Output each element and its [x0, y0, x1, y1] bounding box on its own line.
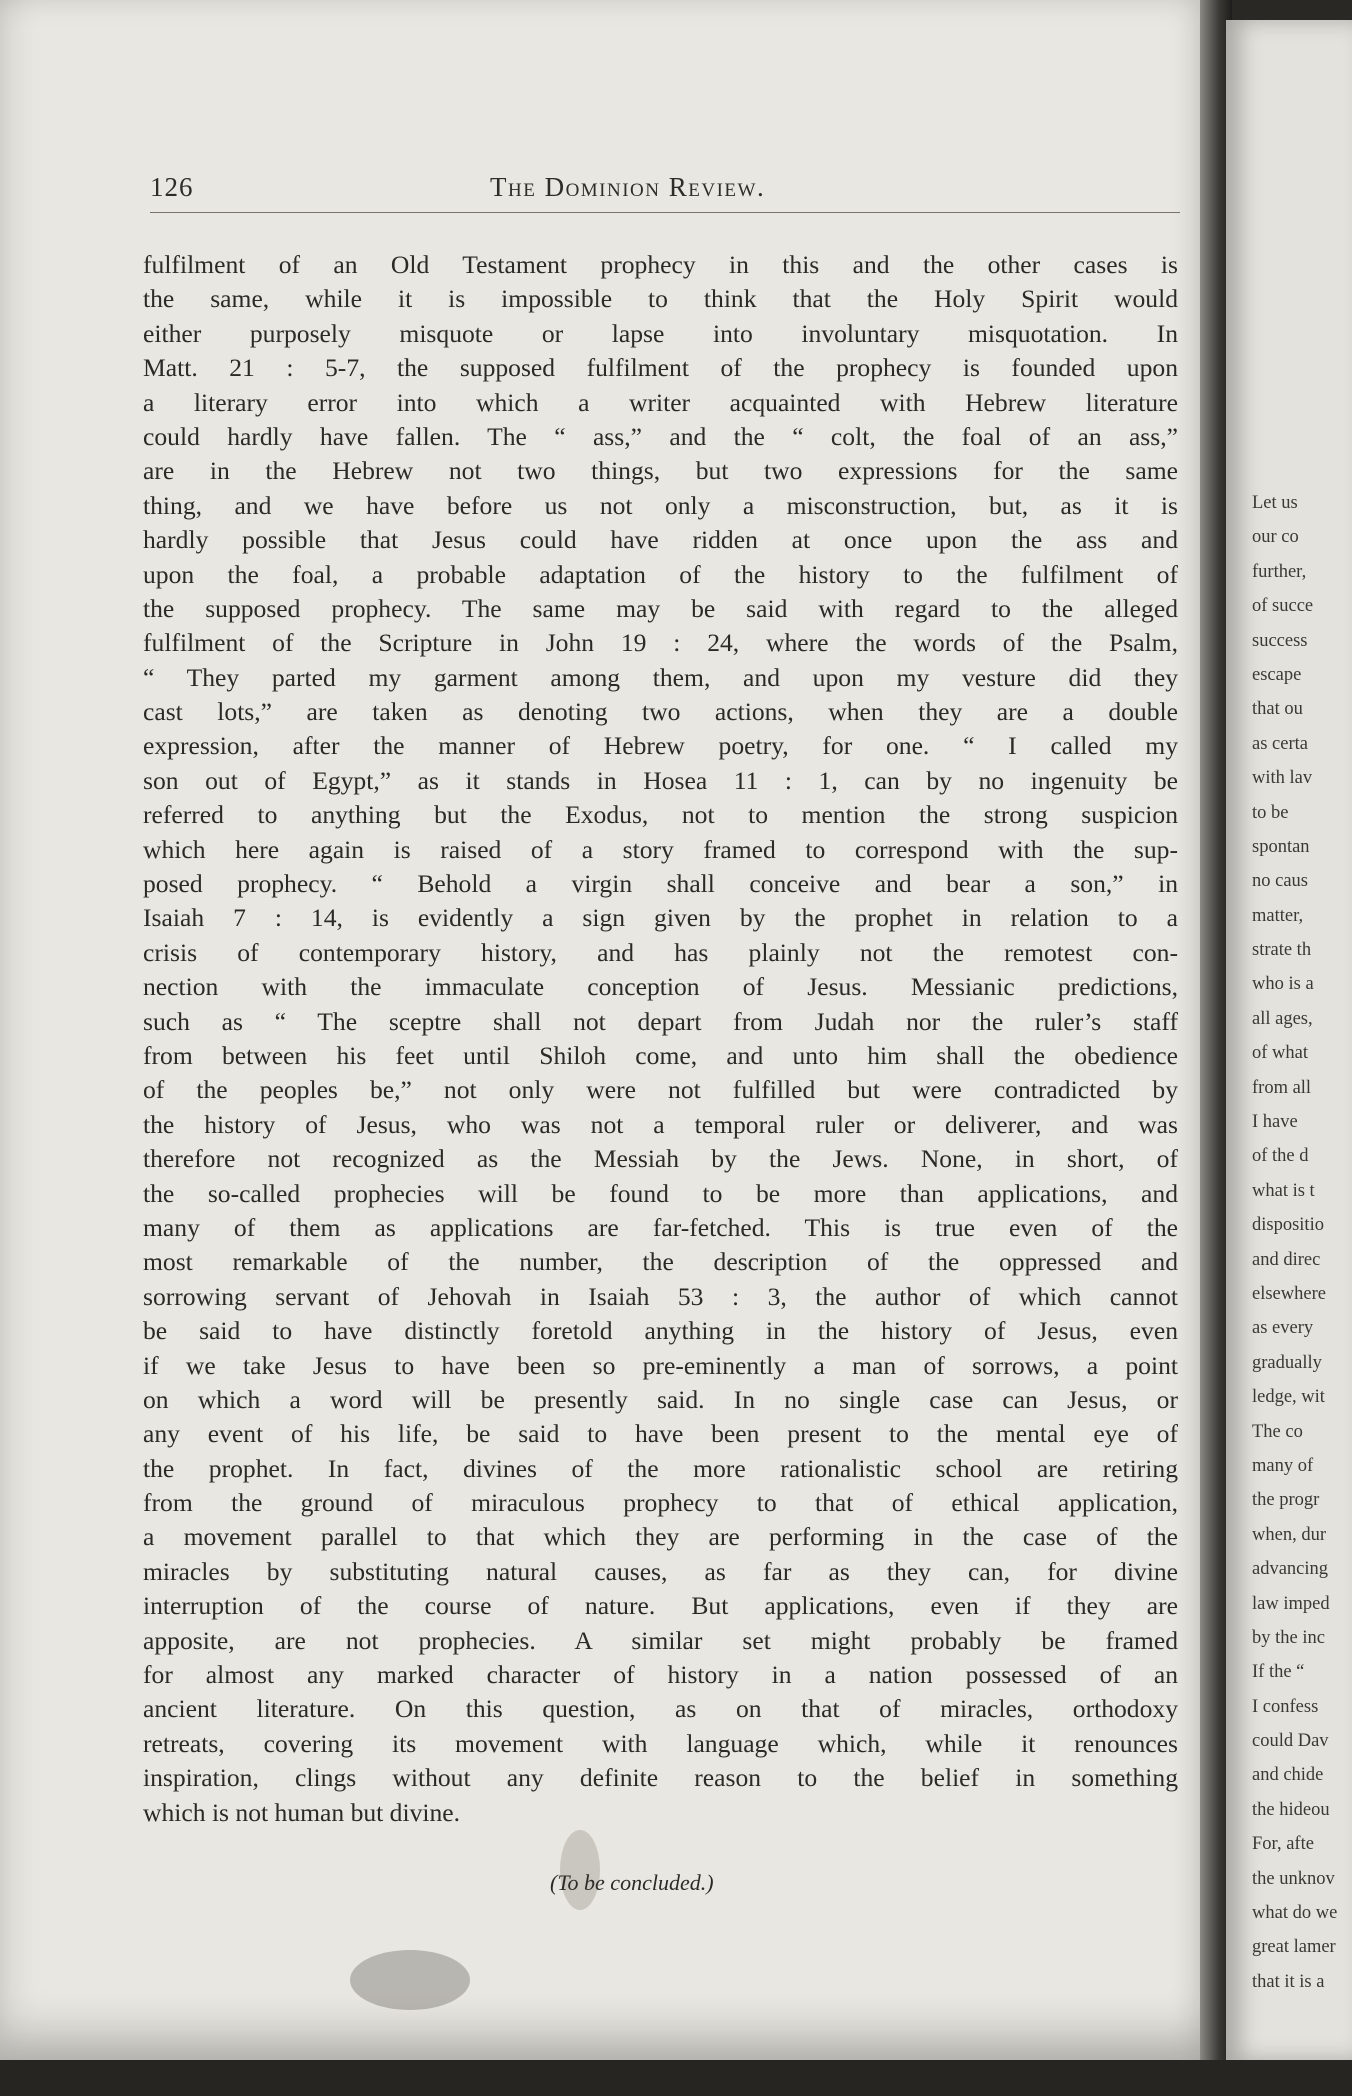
facing-page-line: dispositio [1252, 1215, 1324, 1236]
body-line: any event of his life, be said to have been present to the mental eye of [143, 1419, 1178, 1449]
body-line: the same, while it is impossible to think that the Holy Spirit would [143, 284, 1178, 314]
facing-page-line: with lav [1252, 768, 1313, 789]
facing-page-line: what is t [1252, 1180, 1315, 1201]
body-line: be said to have distinctly foretold anything in the history of Jesus, even [143, 1316, 1178, 1346]
body-line: which here again is raised of a story framed to correspond with the sup- [143, 834, 1178, 864]
facing-page-line: The co [1252, 1421, 1303, 1442]
facing-page-line: Let us [1252, 493, 1298, 513]
body-line: a literary error into which a writer acquainted with Hebrew literature [143, 387, 1178, 417]
body-line: referred to anything but the Exodus, not to mention the strong suspicion [143, 800, 1178, 830]
body-line: which is not human but divine. [143, 1797, 461, 1827]
body-line: are in the Hebrew not two things, but two expressions for the same [143, 456, 1178, 486]
body-line: many of them as applications are far-fetched. This is true even of the [143, 1212, 1178, 1242]
facing-page-line: who is a [1252, 974, 1314, 995]
body-line: Isaiah 7 : 14, is evidently a sign given by the prophet in relation to a [143, 903, 1178, 933]
body-line: on which a word will be presently said. In no single case can Jesus, or [143, 1384, 1178, 1414]
body-line: nection with the immaculate conception of Jesus. Messianic predictions, [143, 972, 1178, 1002]
body-line: retreats, covering its movement with language which, while it renounces [143, 1728, 1178, 1758]
facing-page-line: further, [1252, 561, 1307, 582]
facing-page-line: of succe [1252, 596, 1314, 617]
facing-page-line: by the inc [1252, 1627, 1325, 1648]
facing-page-line: success [1252, 630, 1308, 651]
body-line: cast lots,” are taken as denoting two actions, when they are a double [143, 697, 1178, 727]
facing-page-line: the hideou [1252, 1799, 1330, 1820]
header-rule [150, 212, 1180, 213]
facing-page-line: of what [1252, 1043, 1308, 1064]
facing-page-line: law imped [1252, 1593, 1330, 1614]
body-line: expression, after the manner of Hebrew poetry, for one. “ I called my [143, 731, 1178, 761]
facing-page-line: gradually [1252, 1352, 1322, 1373]
body-line: son out of Egypt,” as it stands in Hosea 11 : 1, can by no ingenuity be [143, 765, 1178, 795]
body-line: fulfilment of the Scripture in John 19 : 24, where the words of the Psalm, [143, 628, 1178, 658]
body-line: such as “ The sceptre shall not depart from Judah nor the ruler’s staff [143, 1006, 1178, 1036]
body-line: most remarkable of the number, the description of the oppressed and [143, 1247, 1178, 1277]
body-line: the supposed prophecy. The same may be said with regard to the alleged [143, 593, 1178, 623]
facing-page-text [1252, 486, 1352, 1999]
body-line: the history of Jesus, who was not a temporal ruler or deliverer, and was [143, 1109, 1178, 1139]
facing-page-line: For, afte [1252, 1834, 1314, 1855]
facing-page-line: from all [1252, 1077, 1312, 1098]
body-text [143, 248, 1178, 1830]
facing-page-line: no caus [1252, 871, 1308, 892]
facing-page-line: to be [1252, 802, 1289, 823]
paper-stain [560, 1830, 600, 1910]
facing-page-line: and chide [1252, 1765, 1324, 1786]
facing-page-line: elsewhere [1252, 1283, 1326, 1304]
body-line: of the peoples be,” not only were not fulfilled but were contradicted by [143, 1075, 1178, 1105]
page-number: 126 [150, 172, 194, 202]
body-line: if we take Jesus to have been so pre-eminently a man of sorrows, a point [143, 1350, 1178, 1380]
facing-page-line: when, dur [1252, 1524, 1326, 1545]
body-line: for almost any marked character of history in a nation possessed of an [143, 1660, 1178, 1690]
facing-page-line: our co [1252, 527, 1299, 548]
facing-page-line: of the d [1252, 1146, 1309, 1167]
facing-page-line: all ages, [1252, 1008, 1313, 1029]
body-line: apposite, are not prophecies. A similar set might probably be framed [143, 1625, 1178, 1655]
facing-page-line: I have [1252, 1112, 1298, 1133]
paper-stain [350, 1950, 470, 2010]
facing-page-line: I confess [1252, 1696, 1319, 1717]
to-be-concluded-note: (To be concluded.) [550, 1870, 714, 1895]
body-line: upon the foal, a probable adaptation of the history to the fulfilment of [143, 559, 1178, 589]
body-line: posed prophecy. “ Behold a virgin shall conceive and bear a son,” in [143, 869, 1178, 899]
body-line: crisis of contemporary history, and has plainly not the remotest con- [143, 937, 1178, 967]
running-title: The Dominion Review. [490, 172, 766, 202]
body-line: Matt. 21 : 5-7, the supposed fulfilment of the prophecy is founded upon [143, 353, 1178, 383]
facing-page-line: strate th [1252, 940, 1312, 961]
facing-page-line: what do we [1252, 1903, 1338, 1924]
body-line: sorrowing servant of Jehovah in Isaiah 53 : 3, the author of which cannot [143, 1281, 1178, 1311]
facing-page-line: as certa [1252, 733, 1308, 754]
facing-page-line: and direc [1252, 1249, 1321, 1270]
body-line: a movement parallel to that which they are performing in the case of the [143, 1522, 1178, 1552]
body-line: the so-called prophecies will be found to be more than applications, and [143, 1178, 1178, 1208]
body-line: hardly possible that Jesus could have ridden at once upon the ass and [143, 525, 1178, 555]
facing-page-line: great lamer [1252, 1937, 1336, 1958]
facing-page-line: that it is a [1252, 1971, 1325, 1992]
facing-page-line: ledge, wit [1252, 1387, 1325, 1408]
facing-page-line: the progr [1252, 1490, 1320, 1511]
facing-page-line: If the “ [1252, 1662, 1305, 1683]
facing-page-line: that ou [1252, 699, 1303, 720]
body-line: either purposely misquote or lapse into involuntary misquotation. In [143, 318, 1178, 348]
facing-page-line: the unknov [1252, 1868, 1335, 1889]
body-line: thing, and we have before us not only a misconstruction, but, as it is [143, 490, 1178, 520]
body-line: could hardly have fallen. The “ ass,” and the “ colt, the foal of an ass,” [143, 421, 1178, 451]
body-line: “ They parted my garment among them, and upon my vesture did they [143, 662, 1178, 692]
body-line: ancient literature. On this question, as on that of miracles, orthodoxy [143, 1694, 1178, 1724]
facing-page-line: could Dav [1252, 1731, 1329, 1752]
facing-page-line: as every [1252, 1318, 1314, 1339]
body-line: the prophet. In fact, divines of the more rationalistic school are retiring [143, 1453, 1178, 1483]
facing-page-line: escape [1252, 664, 1302, 685]
facing-page-line: many of [1252, 1455, 1314, 1476]
facing-page-line: matter, [1252, 905, 1304, 926]
scan-edge [0, 2060, 1352, 2096]
facing-page-line: spontan [1252, 836, 1310, 857]
facing-page-line: advancing [1252, 1559, 1329, 1580]
page-header [150, 172, 1180, 212]
body-line: therefore not recognized as the Messiah by the Jews. None, in short, of [143, 1144, 1178, 1174]
body-line: from between his feet until Shiloh come, and unto him shall the obedience [143, 1040, 1178, 1070]
body-line: interruption of the course of nature. But applications, even if they are [143, 1591, 1178, 1621]
body-line: from the ground of miraculous prophecy to that of ethical application, [143, 1488, 1178, 1518]
body-line: fulfilment of an Old Testament prophecy in this and the other cases is [143, 250, 1178, 279]
body-line: inspiration, clings without any definite reason to the belief in something [143, 1763, 1178, 1793]
body-line: miracles by substituting natural causes, as far as they can, for divine [143, 1556, 1178, 1586]
